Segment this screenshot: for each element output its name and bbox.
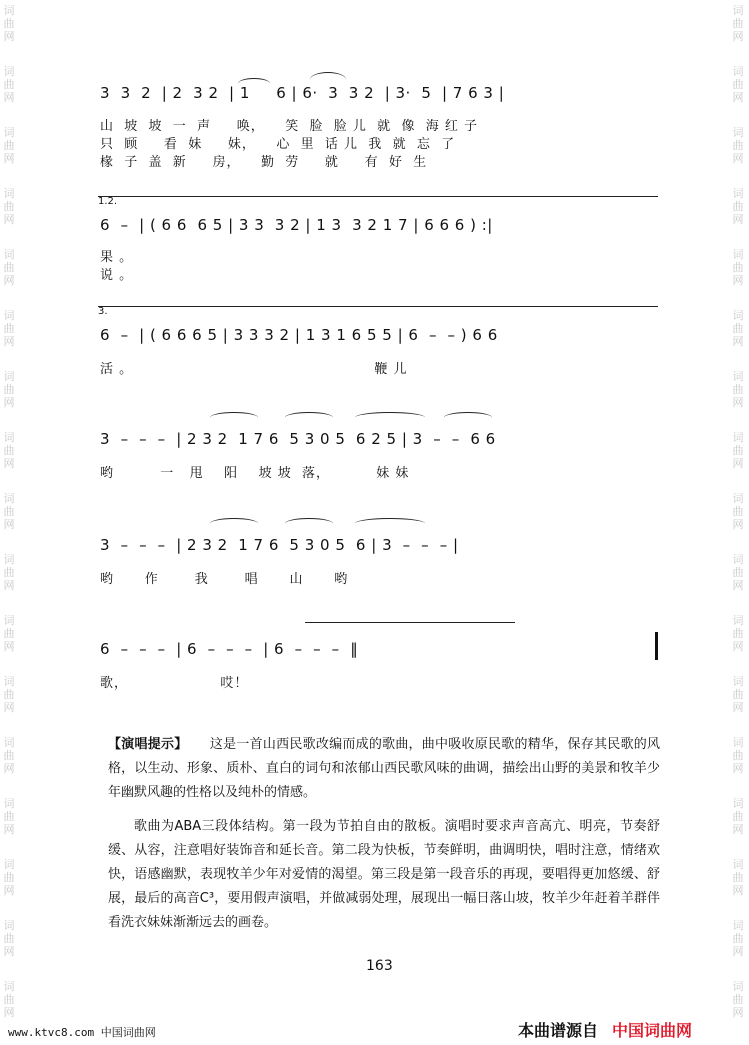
- watermark-char: 网: [3, 1006, 15, 1019]
- watermark-char: 词: [732, 4, 744, 17]
- page-number: 163: [366, 958, 393, 974]
- watermark-gap: [731, 531, 745, 553]
- performance-tips-2: [108, 815, 660, 935]
- watermark-char: 词: [732, 370, 744, 383]
- watermark-char: 词: [732, 248, 744, 261]
- slur: [444, 412, 492, 423]
- watermark-gap: [2, 165, 16, 187]
- watermark-char: 网: [732, 640, 744, 653]
- watermark-gap: [2, 287, 16, 309]
- watermark-char: 网: [3, 152, 15, 165]
- watermark-char: 曲: [732, 688, 744, 701]
- watermark-char: 词: [732, 431, 744, 444]
- watermark-char: 词: [3, 309, 15, 322]
- lyrics-line: 哟 作 我 唱 山 哟: [100, 572, 349, 587]
- score-system-2: [100, 196, 660, 286]
- tips-heading: 【演唱提示】: [108, 737, 188, 752]
- watermark-char: 曲: [732, 322, 744, 335]
- lyrics-line: 椽 子 盖 新 房， 勤 劳 就 有 好 生: [100, 155, 428, 170]
- watermark-char: 网: [732, 945, 744, 958]
- watermark-gap: [731, 104, 745, 126]
- watermark-gap: [731, 409, 745, 431]
- watermark-char: 曲: [732, 444, 744, 457]
- watermark-char: 曲: [732, 932, 744, 945]
- watermark-char: 词: [3, 248, 15, 261]
- watermark-char: 曲: [732, 871, 744, 884]
- watermark-char: 网: [3, 91, 15, 104]
- watermark-gap: [731, 287, 745, 309]
- watermark-char: 曲: [732, 78, 744, 91]
- watermark-gap: [2, 43, 16, 65]
- watermark-char: 曲: [3, 139, 15, 152]
- watermark-char: 曲: [3, 444, 15, 457]
- watermark-gap: [731, 1019, 745, 1041]
- watermark-char: 词: [732, 187, 744, 200]
- watermark-char: 词: [3, 797, 15, 810]
- watermark-char: 曲: [3, 932, 15, 945]
- watermark-char: 网: [3, 823, 15, 836]
- watermark-char: 曲: [3, 993, 15, 1006]
- watermark-char: 网: [3, 518, 15, 531]
- watermark-char: 网: [3, 945, 15, 958]
- watermark-left: [2, 4, 16, 1041]
- watermark-char: 词: [732, 492, 744, 505]
- watermark-char: 词: [3, 431, 15, 444]
- watermark-char: 词: [732, 65, 744, 78]
- footer-site-name[interactable]: 中国词曲网: [612, 1021, 693, 1040]
- watermark-char: 网: [732, 762, 744, 775]
- watermark-char: 网: [732, 823, 744, 836]
- watermark-gap: [731, 653, 745, 675]
- watermark-gap: [2, 958, 16, 980]
- watermark-char: 词: [3, 370, 15, 383]
- score-system-6: [100, 630, 660, 700]
- tips-paragraph-2: 歌曲为ABA三段体结构。第一段为节拍自由的散板。演唱时要求声音高亢、明亮，节奏舒缓、从容，注意唱好装饰音和延长音。第二段为快板，节奏鲜明，曲调明快，唱时注意，情绪欢快，语感幽默，表现牧羊少年对爱情的渴望。第三段是第一段音乐的再现，要唱得更加悠缓、舒展，最后的高音C³，要用假声演唱，并做减弱处理，展现出一幅日落山坡，牧羊少年赶着羊群伴看洗衣妹妹渐渐远去的画卷。: [108, 819, 660, 930]
- watermark-char: 词: [3, 919, 15, 932]
- watermark-char: 词: [3, 126, 15, 139]
- watermark-char: 曲: [732, 810, 744, 823]
- watermark-char: 曲: [3, 322, 15, 335]
- watermark-gap: [731, 897, 745, 919]
- watermark-char: 词: [3, 553, 15, 566]
- watermark-char: 词: [732, 675, 744, 688]
- watermark-char: 词: [732, 980, 744, 993]
- watermark-char: 网: [3, 701, 15, 714]
- score-system-3: [100, 306, 660, 386]
- watermark-char: 词: [732, 309, 744, 322]
- footer-source: [518, 1018, 692, 1041]
- score-system-4: [100, 412, 660, 492]
- watermark-char: 网: [3, 762, 15, 775]
- volta-marker: 1.2.: [98, 196, 118, 207]
- slur: [285, 412, 333, 423]
- watermark-char: 网: [3, 579, 15, 592]
- watermark-char: 曲: [732, 200, 744, 213]
- watermark-gap: [2, 592, 16, 614]
- lyrics-line: 山 坡 坡 一 声 唤， 笑 脸 脸 儿 就 像 海 红 子: [100, 119, 478, 134]
- watermark-char: 词: [732, 126, 744, 139]
- watermark-char: 曲: [3, 383, 15, 396]
- watermark-char: 网: [732, 518, 744, 531]
- watermark-char: 曲: [3, 566, 15, 579]
- watermark-char: 词: [732, 858, 744, 871]
- watermark-gap: [2, 226, 16, 248]
- watermark-gap: [731, 836, 745, 858]
- lyrics-line: 说 。: [100, 268, 134, 283]
- watermark-char: 词: [3, 614, 15, 627]
- watermark-char: 曲: [3, 810, 15, 823]
- watermark-char: 网: [3, 884, 15, 897]
- watermark-gap: [2, 836, 16, 858]
- watermark-gap: [731, 714, 745, 736]
- watermark-char: 曲: [732, 383, 744, 396]
- lyrics-line: 活 。 鞭 儿: [100, 362, 408, 377]
- watermark-char: 词: [3, 980, 15, 993]
- watermark-char: 网: [732, 274, 744, 287]
- watermark-char: 词: [732, 614, 744, 627]
- score-system-1: [100, 78, 660, 168]
- watermark-char: 词: [732, 736, 744, 749]
- slur: [210, 412, 258, 423]
- watermark-gap: [2, 104, 16, 126]
- performance-tips: [108, 733, 660, 805]
- watermark-char: 网: [732, 335, 744, 348]
- watermark-char: 网: [732, 152, 744, 165]
- watermark-gap: [731, 43, 745, 65]
- tie-line: [305, 622, 515, 623]
- watermark-gap: [2, 348, 16, 370]
- watermark-char: 网: [732, 579, 744, 592]
- watermark-char: 网: [3, 396, 15, 409]
- watermark-char: 词: [3, 4, 15, 17]
- slur: [210, 518, 258, 529]
- watermark-char: 词: [3, 736, 15, 749]
- watermark-char: 词: [732, 553, 744, 566]
- watermark-gap: [2, 531, 16, 553]
- watermark-char: 网: [732, 213, 744, 226]
- footer-source-label: 本曲谱源自: [518, 1021, 599, 1040]
- watermark-gap: [731, 958, 745, 980]
- watermark-char: 曲: [732, 627, 744, 640]
- score-system-5: [100, 518, 660, 598]
- watermark-char: 曲: [3, 261, 15, 274]
- music-notation: 6 – | ( 6 6 6 5 | 3 3 3 2 | 1 3 3 2 1 7 | 6 6 6 ) :|: [100, 216, 493, 234]
- watermark-char: 网: [3, 274, 15, 287]
- watermark-char: 曲: [3, 17, 15, 30]
- watermark-char: 词: [3, 675, 15, 688]
- watermark-gap: [731, 226, 745, 248]
- watermark-char: 网: [3, 457, 15, 470]
- watermark-char: 网: [732, 884, 744, 897]
- watermark-char: 网: [732, 1006, 744, 1019]
- watermark-char: 词: [732, 919, 744, 932]
- watermark-char: 词: [3, 65, 15, 78]
- slur: [355, 518, 425, 529]
- music-notation: 3 – – – | 2 3 2 1 7 6 5 3 0 5 6 2 5 | 3 – – 6 6: [100, 430, 496, 448]
- footer-url[interactable]: www.ktvc8.com 中国词曲网: [8, 1026, 156, 1039]
- watermark-char: 词: [3, 492, 15, 505]
- watermark-char: 曲: [3, 749, 15, 762]
- lyrics-line: 果 。: [100, 250, 134, 265]
- watermark-char: 曲: [732, 993, 744, 1006]
- watermark-char: 曲: [3, 688, 15, 701]
- watermark-char: 曲: [3, 200, 15, 213]
- watermark-gap: [2, 897, 16, 919]
- watermark-char: 曲: [732, 139, 744, 152]
- music-notation: 6 – | ( 6 6 6 5 | 3 3 3 2 | 1 3 1 6 5 5 | 6 – – ) 6 6: [100, 326, 498, 344]
- watermark-char: 词: [3, 187, 15, 200]
- watermark-char: 曲: [732, 749, 744, 762]
- watermark-char: 网: [732, 701, 744, 714]
- watermark-char: 曲: [732, 505, 744, 518]
- watermark-gap: [731, 470, 745, 492]
- watermark-gap: [731, 592, 745, 614]
- watermark-char: 网: [3, 640, 15, 653]
- tips-paragraph-1: 这是一首山西民歌改编而成的歌曲，曲中吸收原民歌的精华，保存其民歌的风格，以生动、形象、质朴、直白的词句和浓郁山西民歌风味的曲调，描绘出山野的美景和牧羊少年幽默风趣的性格以及纯朴的情感。: [108, 737, 660, 800]
- watermark-char: 曲: [732, 566, 744, 579]
- watermark-char: 网: [3, 213, 15, 226]
- watermark-gap: [2, 653, 16, 675]
- music-notation: 3 – – – | 2 3 2 1 7 6 5 3 0 5 6 | 3 – – – |: [100, 536, 459, 554]
- watermark-gap: [731, 165, 745, 187]
- watermark-gap: [2, 775, 16, 797]
- watermark-gap: [731, 348, 745, 370]
- watermark-char: 网: [3, 335, 15, 348]
- volta-marker: 3.: [98, 306, 108, 317]
- watermark-gap: [2, 409, 16, 431]
- slur: [355, 412, 425, 423]
- watermark-char: 曲: [3, 627, 15, 640]
- watermark-char: 曲: [732, 261, 744, 274]
- music-notation: 6 – – – | 6 – – – | 6 – – – ‖: [100, 640, 359, 658]
- lyrics-line: 歌， 哎！: [100, 676, 249, 691]
- lyrics-line: 哟 一 甩 阳 坡 坡 落， 妹 妹: [100, 466, 410, 481]
- watermark-char: 曲: [732, 17, 744, 30]
- lyrics-line: 只 顾 看 妹 妹， 心 里 话 儿 我 就 忘 了: [100, 137, 456, 152]
- watermark-char: 曲: [3, 505, 15, 518]
- watermark-char: 网: [732, 91, 744, 104]
- watermark-gap: [731, 775, 745, 797]
- watermark-right: [731, 4, 745, 1041]
- watermark-char: 网: [732, 30, 744, 43]
- watermark-char: 词: [3, 858, 15, 871]
- watermark-gap: [2, 470, 16, 492]
- watermark-char: 曲: [3, 78, 15, 91]
- watermark-char: 网: [732, 457, 744, 470]
- final-barline: [655, 632, 658, 660]
- watermark-char: 网: [3, 30, 15, 43]
- watermark-char: 词: [732, 797, 744, 810]
- music-notation: 3 3 2 | 2 3 2 | 1 6 | 6· 3 3 2 | 3· 5 | 7 6 3 |: [100, 84, 505, 102]
- slur: [285, 518, 333, 529]
- watermark-char: 曲: [3, 871, 15, 884]
- watermark-char: 网: [732, 396, 744, 409]
- watermark-gap: [2, 714, 16, 736]
